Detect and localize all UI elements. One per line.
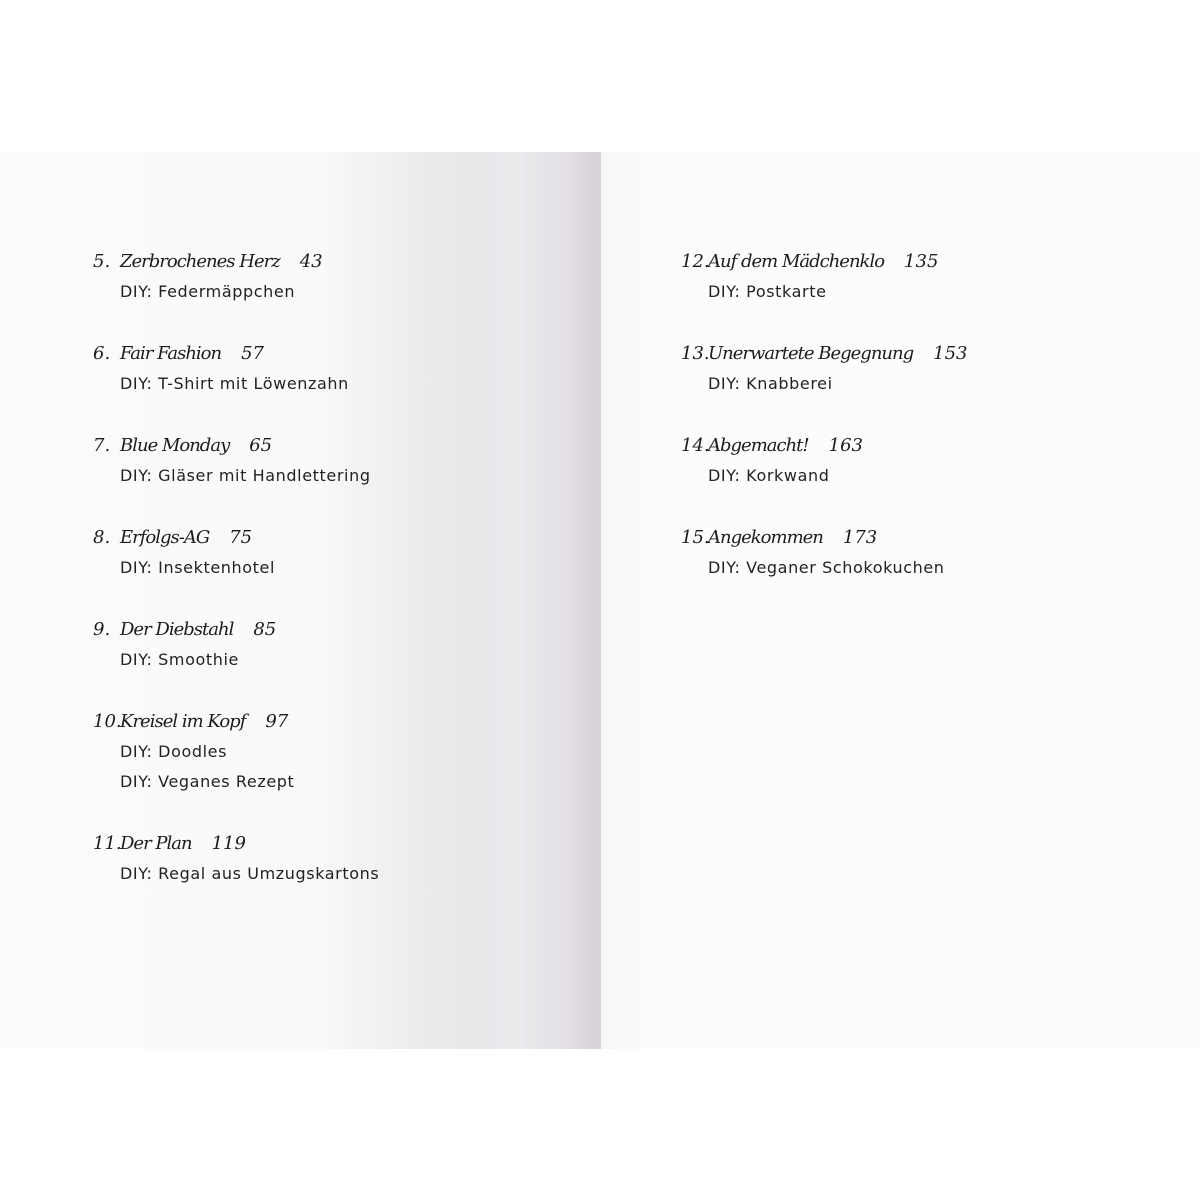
chapter-line — [93, 339, 379, 369]
chapter-title: Angekommen — [708, 527, 823, 548]
chapter-page-number: 173 — [842, 527, 878, 548]
chapter-number: 13. — [681, 343, 710, 364]
diy-item: DIY: Veganer Schokokuchen — [708, 558, 945, 577]
chapter-page-number: 57 — [241, 343, 265, 364]
diy-item: DIY: Smoothie — [120, 650, 239, 669]
toc-entry — [681, 339, 968, 399]
chapter-number: 15. — [681, 527, 710, 548]
diy-item: DIY: Gläser mit Handlettering — [120, 466, 371, 485]
toc-entry — [93, 339, 379, 399]
chapter-page-number: 153 — [933, 343, 968, 364]
chapter-title: Blue Monday — [120, 435, 230, 456]
chapter-line — [681, 247, 968, 277]
chapter-number: 9. — [93, 619, 111, 640]
toc-right-column — [681, 247, 968, 615]
chapter-title: Kreisel im Kopf — [120, 711, 246, 732]
diy-item: DIY: Insektenhotel — [120, 558, 276, 577]
chapter-number: 14. — [681, 435, 710, 456]
chapter-page-number: 163 — [828, 435, 863, 456]
toc-entry — [93, 523, 379, 583]
toc-entry — [681, 431, 968, 491]
chapter-number: 12. — [681, 251, 710, 272]
chapter-page-number: 75 — [229, 527, 253, 548]
toc-entry — [93, 431, 379, 491]
toc-left-column — [93, 247, 379, 921]
toc-entry — [93, 615, 379, 675]
chapter-page-number: 43 — [299, 251, 323, 272]
chapter-title: Der Plan — [120, 833, 192, 854]
chapter-line — [93, 431, 379, 461]
diy-item: DIY: Postkarte — [708, 282, 827, 301]
chapter-number: 11. — [93, 833, 122, 854]
chapter-number: 7. — [93, 435, 111, 456]
diy-item: DIY: Korkwand — [708, 466, 830, 485]
diy-item: DIY: Knabberei — [708, 374, 833, 393]
chapter-line — [681, 523, 968, 553]
chapter-line — [93, 615, 379, 645]
diy-item: DIY: Regal aus Umzugskartons — [120, 864, 380, 883]
chapter-number: 10. — [93, 711, 122, 732]
chapter-title: Abgemacht! — [708, 435, 809, 456]
chapter-number: 6. — [93, 343, 111, 364]
chapter-title: Zerbrochenes Herz — [120, 251, 280, 272]
left-page — [0, 152, 601, 1049]
chapter-number: 8. — [93, 527, 111, 548]
right-page — [601, 152, 1200, 1049]
toc-entry — [93, 247, 379, 307]
chapter-page-number: 135 — [904, 251, 939, 272]
toc-entry — [681, 247, 968, 307]
toc-entry — [681, 523, 968, 583]
chapter-page-number: 97 — [265, 711, 289, 732]
chapter-page-number: 85 — [253, 619, 277, 640]
chapter-line — [681, 431, 968, 461]
chapter-title: Fair Fashion — [120, 343, 222, 364]
chapter-line — [93, 247, 379, 277]
toc-entry — [93, 707, 379, 797]
chapter-title: Auf dem Mädchenklo — [708, 251, 885, 272]
chapter-line — [93, 707, 379, 737]
chapter-title: Der Diebstahl — [120, 619, 234, 640]
chapter-page-number: 65 — [249, 435, 273, 456]
book-spread — [0, 152, 1200, 1049]
chapter-line — [93, 523, 379, 553]
diy-item: DIY: Veganes Rezept — [120, 772, 295, 791]
diy-item: DIY: Doodles — [120, 742, 228, 761]
toc-entry — [93, 829, 379, 889]
chapter-page-number: 119 — [211, 833, 246, 854]
diy-item: DIY: T-Shirt mit Löwenzahn — [120, 374, 349, 393]
chapter-line — [93, 829, 379, 859]
chapter-number: 5. — [93, 251, 111, 272]
chapter-title: Unerwartete Begegnung — [708, 343, 914, 364]
chapter-line — [681, 339, 968, 369]
diy-item: DIY: Federmäppchen — [120, 282, 296, 301]
chapter-title: Erfolgs-AG — [120, 527, 210, 548]
